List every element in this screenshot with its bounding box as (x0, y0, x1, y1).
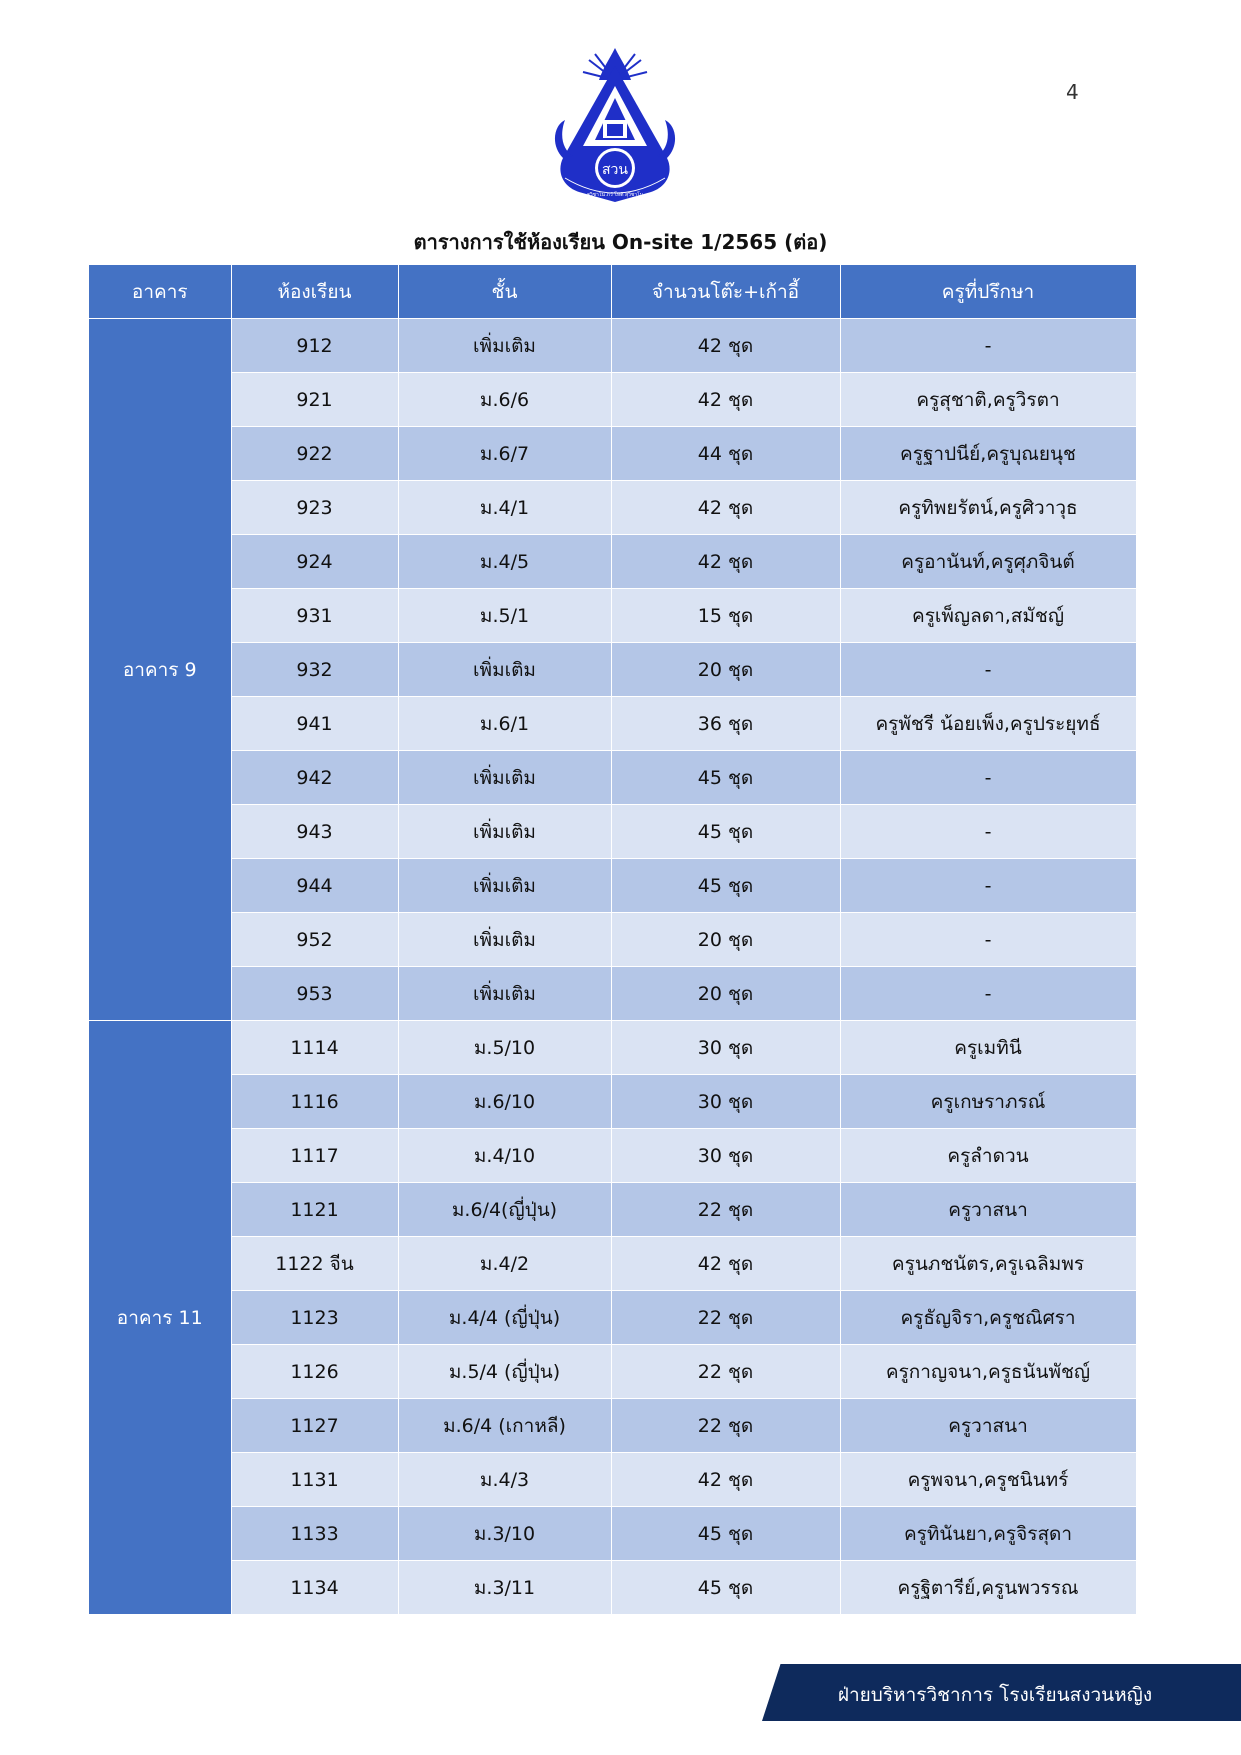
page-number: 4 (1066, 80, 1079, 104)
room-cell: 942 (231, 751, 398, 805)
header-seats: จำนวนโต๊ะ+เก้าอี้ (611, 265, 840, 319)
table-row (89, 1291, 1136, 1345)
header-advisor: ครูที่ปรึกษา (840, 265, 1136, 319)
table-row (89, 1345, 1136, 1399)
building-cell: อาคาร 11 (89, 1021, 231, 1615)
grade-cell: ม.6/4 (เกาหลี) (398, 1399, 611, 1453)
room-cell: 1133 (231, 1507, 398, 1561)
seats-cell: 45 ชุด (611, 859, 840, 913)
table-row (89, 913, 1136, 967)
seats-cell: 42 ชุด (611, 373, 840, 427)
table-row (89, 643, 1136, 697)
table-row (89, 805, 1136, 859)
room-cell: 924 (231, 535, 398, 589)
seats-cell: 42 ชุด (611, 481, 840, 535)
seats-cell: 45 ชุด (611, 1507, 840, 1561)
advisor-cell: ครูวาสนา (840, 1183, 1136, 1237)
grade-cell: เพิ่มเติม (398, 805, 611, 859)
seats-cell: 42 ชุด (611, 1237, 840, 1291)
advisor-cell: ครูสุชาติ,ครูวิรตา (840, 373, 1136, 427)
seats-cell: 20 ชุด (611, 913, 840, 967)
room-cell: 1122 จีน (231, 1237, 398, 1291)
table-row (89, 589, 1136, 643)
seats-cell: 42 ชุด (611, 1453, 840, 1507)
room-cell: 941 (231, 697, 398, 751)
advisor-cell: ครูเมทินี (840, 1021, 1136, 1075)
room-cell: 931 (231, 589, 398, 643)
seats-cell: 30 ชุด (611, 1021, 840, 1075)
grade-cell: เพิ่มเติม (398, 859, 611, 913)
seats-cell: 20 ชุด (611, 643, 840, 697)
advisor-cell: ครูฐาปนีย์,ครูบุณยนุช (840, 427, 1136, 481)
seats-cell: 30 ชุด (611, 1129, 840, 1183)
advisor-cell: ครูพัชรี น้อยเพ็ง,ครูประยุทธ์ (840, 697, 1136, 751)
room-cell: 1117 (231, 1129, 398, 1183)
grade-cell: ม.6/10 (398, 1075, 611, 1129)
table-row (89, 859, 1136, 913)
advisor-cell: ครูฐิตารีย์,ครูนพวรรณ (840, 1561, 1136, 1615)
advisor-cell: ครูวาสนา (840, 1399, 1136, 1453)
table-row (89, 1561, 1136, 1615)
advisor-cell: ครูเพ็ญลดา,สมัชญ์ (840, 589, 1136, 643)
advisor-cell: ครูนภชนัตร,ครูเฉลิมพร (840, 1237, 1136, 1291)
room-cell: 932 (231, 643, 398, 697)
advisor-cell: - (840, 319, 1136, 373)
room-cell: 943 (231, 805, 398, 859)
grade-cell: ม.6/6 (398, 373, 611, 427)
grade-cell: ม.6/7 (398, 427, 611, 481)
room-cell: 1121 (231, 1183, 398, 1237)
grade-cell: เพิ่มเติม (398, 319, 611, 373)
seats-cell: 20 ชุด (611, 967, 840, 1021)
seats-cell: 22 ชุด (611, 1345, 840, 1399)
table-row (89, 697, 1136, 751)
room-cell: 1123 (231, 1291, 398, 1345)
table-row (89, 1075, 1136, 1129)
table-row (89, 1021, 1136, 1075)
advisor-cell: - (840, 967, 1136, 1021)
table-row (89, 751, 1136, 805)
room-cell: 1116 (231, 1075, 398, 1129)
header-building: อาคาร (89, 265, 231, 319)
advisor-cell: ครูเกษราภรณ์ (840, 1075, 1136, 1129)
table-row (89, 1183, 1136, 1237)
header-grade: ชั้น (398, 265, 611, 319)
grade-cell: เพิ่มเติม (398, 967, 611, 1021)
grade-cell: เพิ่มเติม (398, 643, 611, 697)
seats-cell: 45 ชุด (611, 805, 840, 859)
seats-cell: 22 ชุด (611, 1183, 840, 1237)
advisor-cell: ครูทิพยรัตน์,ครูศิวาวุธ (840, 481, 1136, 535)
room-cell: 912 (231, 319, 398, 373)
advisor-cell: ครูพจนา,ครูชนินทร์ (840, 1453, 1136, 1507)
seats-cell: 22 ชุด (611, 1399, 840, 1453)
seats-cell: 22 ชุด (611, 1291, 840, 1345)
classroom-table (89, 265, 1137, 1614)
advisor-cell: ครูทินันยา,ครูจิรสุดา (840, 1507, 1136, 1561)
header-room: ห้องเรียน (231, 265, 398, 319)
advisor-cell: - (840, 805, 1136, 859)
grade-cell: ม.5/1 (398, 589, 611, 643)
table-row (89, 319, 1136, 373)
room-cell: 1126 (231, 1345, 398, 1399)
school-logo (549, 46, 681, 204)
advisor-cell: ครูอานันท์,ครูศุภจินต์ (840, 535, 1136, 589)
table-title: ตารางการใช้ห้องเรียน On-site 1/2565 (ต่อ) (413, 230, 828, 254)
building-cell: อาคาร 9 (89, 319, 231, 1021)
seats-cell: 44 ชุด (611, 427, 840, 481)
room-cell: 922 (231, 427, 398, 481)
table-row (89, 967, 1136, 1021)
room-cell: 1134 (231, 1561, 398, 1615)
grade-cell: ม.4/5 (398, 535, 611, 589)
room-cell: 921 (231, 373, 398, 427)
room-cell: 1114 (231, 1021, 398, 1075)
advisor-cell: - (840, 859, 1136, 913)
grade-cell: ม.4/10 (398, 1129, 611, 1183)
seats-cell: 30 ชุด (611, 1075, 840, 1129)
table-header-row (89, 265, 1136, 319)
grade-cell: ม.6/4(ญี่ปุ่น) (398, 1183, 611, 1237)
table-row (89, 1129, 1136, 1183)
advisor-cell: - (840, 913, 1136, 967)
grade-cell: ม.5/4 (ญี่ปุ่น) (398, 1345, 611, 1399)
room-cell: 953 (231, 967, 398, 1021)
seats-cell: 42 ชุด (611, 535, 840, 589)
advisor-cell: ครูกาญจนา,ครูธนันพัชญ์ (840, 1345, 1136, 1399)
table-row (89, 481, 1136, 535)
grade-cell: ม.3/10 (398, 1507, 611, 1561)
room-cell: 944 (231, 859, 398, 913)
table-row (89, 427, 1136, 481)
grade-cell: ม.4/1 (398, 481, 611, 535)
seats-cell: 42 ชุด (611, 319, 840, 373)
grade-cell: ม.5/10 (398, 1021, 611, 1075)
room-cell: 923 (231, 481, 398, 535)
room-cell: 952 (231, 913, 398, 967)
grade-cell: เพิ่มเติม (398, 751, 611, 805)
grade-cell: ม.6/1 (398, 697, 611, 751)
grade-cell: ม.3/11 (398, 1561, 611, 1615)
advisor-cell: ครูลำดวน (840, 1129, 1136, 1183)
grade-cell: ม.4/2 (398, 1237, 611, 1291)
table-row (89, 1399, 1136, 1453)
room-cell: 1131 (231, 1453, 398, 1507)
seats-cell: 36 ชุด (611, 697, 840, 751)
logo-motto: สุวิชาโน ภวํ โหติ สุวิชาโน (586, 192, 644, 198)
table-row (89, 1507, 1136, 1561)
table-row (89, 1453, 1136, 1507)
footer-text: ฝ่ายบริหารวิชาการ โรงเรียนสงวนหญิง (837, 1684, 1153, 1706)
advisor-cell: - (840, 643, 1136, 697)
grade-cell: ม.4/3 (398, 1453, 611, 1507)
seats-cell: 45 ชุด (611, 1561, 840, 1615)
logo-monogram: สวน (602, 162, 628, 178)
grade-cell: ม.4/4 (ญี่ปุ่น) (398, 1291, 611, 1345)
seats-cell: 15 ชุด (611, 589, 840, 643)
table-row (89, 535, 1136, 589)
table-row (89, 1237, 1136, 1291)
advisor-cell: - (840, 751, 1136, 805)
room-cell: 1127 (231, 1399, 398, 1453)
advisor-cell: ครูธัญจิรา,ครูชณิศรา (840, 1291, 1136, 1345)
table-row (89, 373, 1136, 427)
seats-cell: 45 ชุด (611, 751, 840, 805)
grade-cell: เพิ่มเติม (398, 913, 611, 967)
